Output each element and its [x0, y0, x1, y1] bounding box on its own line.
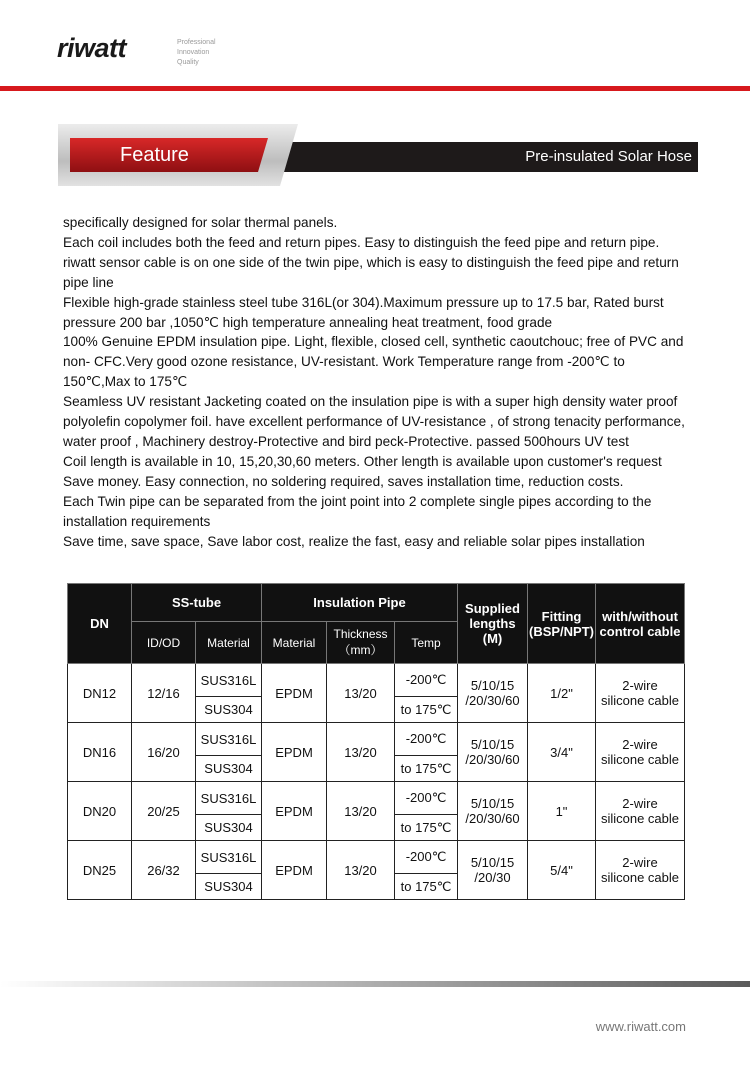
cell-temp: to 175℃ — [395, 756, 458, 782]
lengths-line: /20/30/60 — [465, 811, 520, 826]
header-thickness — [327, 622, 395, 664]
cell-insulation-material: EPDM — [262, 782, 327, 841]
banner-title: Feature — [120, 144, 189, 166]
cell-material: SUS316L — [196, 723, 262, 756]
thickness-label: Thickness — [333, 627, 388, 641]
cell-material: SUS304 — [196, 815, 262, 841]
cell-cable — [596, 664, 685, 723]
paragraph: specifically designed for solar thermal panels. — [63, 215, 338, 230]
cable-line: 2-wire — [622, 855, 658, 870]
cell-material: SUS316L — [196, 782, 262, 815]
cell-cable — [596, 841, 685, 900]
cell-temp: to 175℃ — [395, 815, 458, 841]
cell-lengths — [458, 723, 528, 782]
header-insulation: Insulation Pipe — [262, 584, 458, 622]
cell-temp: to 175℃ — [395, 874, 458, 900]
cell-fitting: 1" — [528, 782, 596, 841]
cell-idod: 26/32 — [132, 841, 196, 900]
cable-line: 2-wire — [622, 737, 658, 752]
footer-url[interactable]: www.riwatt.com — [595, 1019, 686, 1034]
paragraph: Each coil includes both the feed and return pipes. Easy to distinguish the feed pipe and return pipe. riwatt sensor cable is on one side of the twin pipe, which is easy to distinguish the feed pipe and return pipe line — [63, 234, 679, 290]
header-supplied-lengths: Supplied lengths (M) — [458, 584, 528, 664]
paragraph: Flexible high-grade stainless steel tube 316L(or 304).Maximum pressure up to 17.5 bar, Rated burst pressure 200 bar ,1050℃ high temperature annealing heat treatment, food grade — [63, 294, 664, 330]
paragraph: Seamless UV resistant Jacketing coated on the insulation pipe is with a super high density water proof polyolefin copolymer foil. have excellent performance of UV-resistance , of strong tenacity performance, water proof , Machinery destroy-Protective and bird peck-Protective. passed 500hours UV test — [63, 394, 685, 449]
cell-dn: DN25 — [68, 841, 132, 900]
cable-line: silicone cable — [600, 870, 680, 885]
table-row — [68, 664, 685, 697]
cell-dn: DN16 — [68, 723, 132, 782]
banner-subtitle: Pre-insulated Solar Hose — [525, 148, 692, 165]
cable-line: 2-wire — [622, 678, 658, 693]
cell-cable — [596, 782, 685, 841]
paragraph: Coil length is available in 10, 15,20,30,60 meters. Other length is available upon customer's request — [63, 453, 662, 469]
tagline-line: Innovation — [177, 49, 210, 56]
lengths-line: /20/30 — [474, 870, 511, 885]
cell-insulation-material: EPDM — [262, 841, 327, 900]
brand-logo: riwatt — [57, 33, 127, 63]
cell-fitting: 1/2" — [528, 664, 596, 723]
cell-thickness: 13/20 — [327, 723, 395, 782]
lengths-line: 5/10/15 — [470, 737, 515, 752]
header-ss-tube: SS-tube — [132, 584, 262, 622]
table-row — [68, 841, 685, 874]
cell-lengths — [458, 782, 528, 841]
cell-idod: 20/25 — [132, 782, 196, 841]
paragraph: 100% Genuine EPDM insulation pipe. Light, flexible, closed cell, synthetic caoutchouc; free of PVC and non- CFC.Very good ozone resistance, UV-resistant. Work Temperature range from -200℃ to 150℃,Max to 175℃ — [63, 334, 684, 390]
paragraph: Save time, save space, Save labor cost, realize the fast, easy and reliable solar pipes installation — [63, 533, 645, 549]
header-divider — [0, 86, 750, 91]
cell-temp: -200℃ — [395, 723, 458, 756]
cell-temp: -200℃ — [395, 664, 458, 697]
cell-lengths — [458, 841, 528, 900]
cell-material: SUS316L — [196, 664, 262, 697]
feature-banner — [58, 124, 698, 186]
header-idod: ID/OD — [132, 622, 196, 664]
cell-temp: -200℃ — [395, 782, 458, 815]
cell-temp: -200℃ — [395, 841, 458, 874]
cable-line: silicone cable — [600, 693, 680, 708]
lengths-line: /20/30/60 — [465, 752, 520, 767]
feature-description — [63, 213, 693, 551]
cell-thickness: 13/20 — [327, 841, 395, 900]
cell-material: SUS316L — [196, 841, 262, 874]
tagline-line: Quality — [177, 59, 199, 66]
lengths-line: 5/10/15 — [470, 796, 515, 811]
cell-idod: 16/20 — [132, 723, 196, 782]
lengths-line: 5/10/15 — [470, 855, 515, 870]
header-insulation-material: Material — [262, 622, 327, 664]
header-material: Material — [196, 622, 262, 664]
header-fitting: Fitting (BSP/NPT) — [528, 584, 596, 664]
cell-material: SUS304 — [196, 874, 262, 900]
cell-insulation-material: EPDM — [262, 664, 327, 723]
spec-table — [67, 583, 685, 900]
thickness-unit: （mm） — [338, 643, 383, 657]
cell-dn: DN20 — [68, 782, 132, 841]
cell-idod: 12/16 — [132, 664, 196, 723]
brand-tagline — [177, 38, 216, 68]
cell-material: SUS304 — [196, 756, 262, 782]
cell-fitting: 3/4" — [528, 723, 596, 782]
header-temp: Temp — [395, 622, 458, 664]
cable-line: 2-wire — [622, 796, 658, 811]
cell-dn: DN12 — [68, 664, 132, 723]
header-dn: DN — [68, 584, 132, 664]
cell-thickness: 13/20 — [327, 664, 395, 723]
lengths-line: 5/10/15 — [470, 678, 515, 693]
table-row — [68, 782, 685, 815]
cell-thickness: 13/20 — [327, 782, 395, 841]
cable-line: silicone cable — [600, 811, 680, 826]
cable-line: silicone cable — [600, 752, 680, 767]
lengths-line: /20/30/60 — [465, 693, 520, 708]
header-control-cable: with/without control cable — [596, 584, 685, 664]
cell-cable — [596, 723, 685, 782]
cell-fitting: 5/4" — [528, 841, 596, 900]
cell-material: SUS304 — [196, 697, 262, 723]
paragraph: Save money. Easy connection, no soldering required, saves installation time, reduction costs. — [63, 473, 624, 489]
table-row — [68, 723, 685, 756]
paragraph: Each Twin pipe can be separated from the joint point into 2 complete single pipes according to the installation requirements — [63, 493, 652, 529]
cell-insulation-material: EPDM — [262, 723, 327, 782]
cell-lengths — [458, 664, 528, 723]
footer-divider — [0, 981, 750, 987]
cell-temp: to 175℃ — [395, 697, 458, 723]
tagline-line: Professional — [177, 39, 216, 46]
